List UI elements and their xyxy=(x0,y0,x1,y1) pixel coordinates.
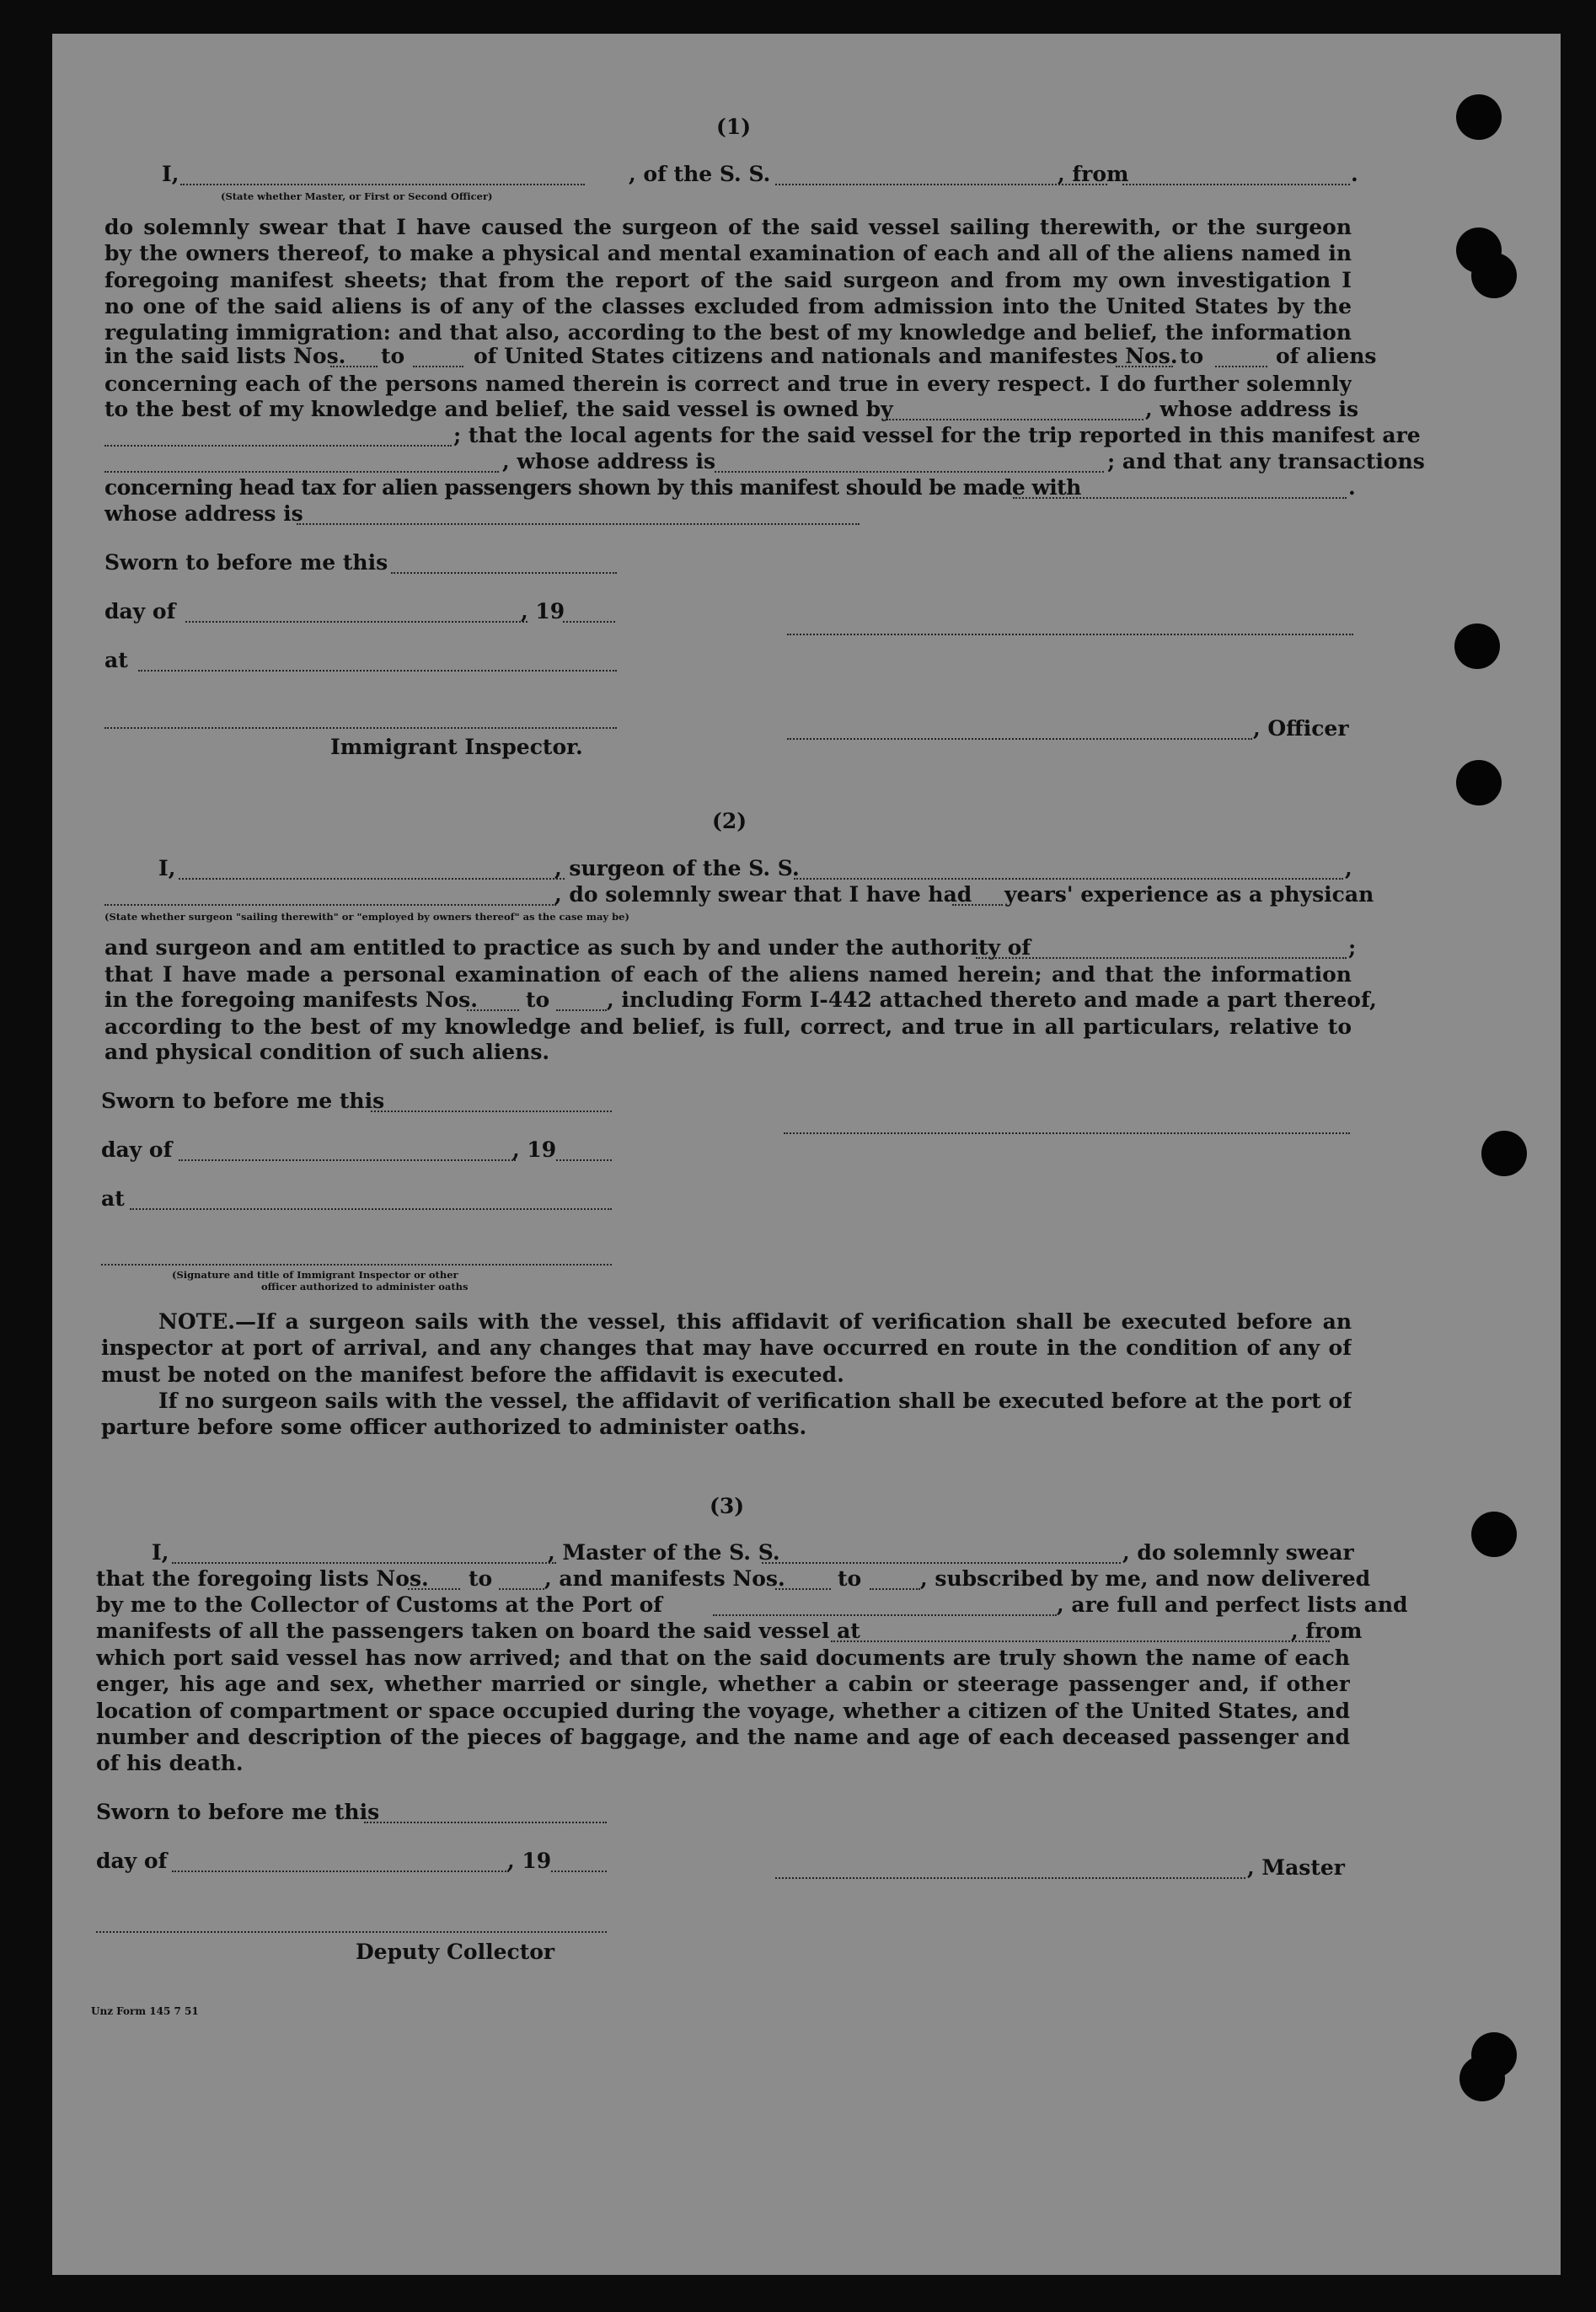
s3-lists-perfect-label: , are full and perfect lists and xyxy=(1057,1592,1408,1617)
s3-from-label: , from xyxy=(1291,1619,1363,1643)
s1-officer-note: (State whether Master, or First or Second Officer) xyxy=(221,190,493,202)
s2-manifests-to-field[interactable] xyxy=(556,1009,607,1011)
s3-line: location of compartment or space occupied during the voyage, whether a citizen of the United States, and xyxy=(96,1698,1350,1723)
s3-day-of-field[interactable] xyxy=(172,1870,509,1872)
s2-sailing-note: (State whether surgeon "sailing therewith" or "employed by owners thereof" as the case may be) xyxy=(104,911,629,923)
s1-lists-label: in the said lists Nos. xyxy=(104,344,346,368)
s2-year-field[interactable] xyxy=(556,1159,612,1161)
s1-line: do solemnly swear that I have caused the surgeon of the said vessel sailing therewith, or the surgeon xyxy=(104,215,1352,239)
s1-officer-name-field[interactable] xyxy=(180,184,585,185)
s1-headtax-address-field[interactable] xyxy=(297,523,860,525)
s1-sworn-label: Sworn to before me this xyxy=(104,550,388,575)
s1-from-label: , from xyxy=(1058,162,1129,186)
s1-agents-address-label: , whose address is xyxy=(502,449,716,474)
s3-line: of his death. xyxy=(96,1751,244,1776)
s1-line: foregoing manifest sheets; that from the report of the said surgeon and from my own investigation I xyxy=(104,267,1352,292)
s1-year-label: , 19 xyxy=(521,599,565,623)
s3-i-label: I, xyxy=(152,1540,169,1565)
s2-line7: and physical condition of such aliens. xyxy=(104,1040,550,1064)
s1-officer-signature-field[interactable] xyxy=(787,634,1353,635)
section-3-number: (3) xyxy=(710,1494,745,1518)
s3-master-name-field[interactable] xyxy=(172,1562,556,1564)
s2-at-field[interactable] xyxy=(130,1208,612,1210)
s3-line: number and description of the pieces of baggage, and the name and age of each deceased passenger and xyxy=(96,1724,1350,1749)
s1-to-label: to xyxy=(381,344,405,368)
s1-owner-address-label: , whose address is xyxy=(1145,397,1359,421)
s3-sworn-label: Sworn to before me this xyxy=(96,1800,380,1824)
s3-manifests-to-field[interactable] xyxy=(870,1588,920,1590)
s3-vessel-field[interactable] xyxy=(762,1562,1121,1564)
s2-line: that I have made a personal examination of each of the aliens named herein; and that the information xyxy=(104,962,1352,987)
s1-owned-label: to the best of my knowledge and belief, the said vessel is owned by xyxy=(104,397,893,421)
s1-whose-address-label: whose address is xyxy=(104,501,303,526)
s3-line: which port said vessel has now arrived; and that on the said documents are truly shown the name of each xyxy=(96,1646,1350,1670)
s1-day-of-label: day of xyxy=(104,599,176,623)
s2-inspector-signature-field[interactable] xyxy=(101,1264,612,1266)
s1-line1-end: . xyxy=(1351,162,1358,186)
s3-collector-signature-field[interactable] xyxy=(96,1931,607,1933)
s2-signature-note: officer authorized to administer oaths xyxy=(261,1281,469,1292)
s2-sailing-field[interactable] xyxy=(104,904,556,906)
s2-form-label: , including Form I-442 attached thereto and made a part thereof, xyxy=(607,987,1377,1012)
s2-line4 xyxy=(104,961,1352,987)
s1-owner-address-field[interactable] xyxy=(104,445,452,447)
s3-sworn-date-field[interactable] xyxy=(364,1822,607,1823)
s2-note-line: must be noted on the manifest before the affidavit is executed. xyxy=(101,1362,844,1387)
s2-year-label: , 19 xyxy=(512,1137,557,1162)
s3-lists-label: that the foregoing lists Nos. xyxy=(96,1566,429,1591)
s2-line6 xyxy=(104,1014,1352,1040)
s2-note-line: parture before some officer authorized to administer oaths. xyxy=(101,1415,807,1440)
s3-oath-paragraph xyxy=(96,1645,1350,1776)
s3-manifests-from-field[interactable] xyxy=(775,1588,831,1590)
form-number: Unz Form 145 7 51 xyxy=(91,2005,199,2017)
s2-surgeon-name-field[interactable] xyxy=(179,878,565,880)
s2-authority-field[interactable] xyxy=(976,957,1347,959)
s2-at-label: at xyxy=(101,1186,125,1211)
s1-to2-label: to xyxy=(1180,344,1204,368)
binder-hole xyxy=(1471,253,1517,298)
s1-agents-label: ; that the local agents for the said vessel for the trip reported in this manifest are xyxy=(453,423,1421,447)
s3-year-field[interactable] xyxy=(551,1870,607,1872)
s2-to-label: to xyxy=(526,987,550,1012)
s2-line3-end: ; xyxy=(1348,935,1357,960)
form-page xyxy=(52,34,1561,2275)
binder-hole xyxy=(1471,1512,1517,1557)
s3-swear-label: , do solemnly swear xyxy=(1122,1540,1354,1565)
s2-day-of-label: day of xyxy=(101,1137,173,1162)
s1-oath-paragraph xyxy=(104,214,1352,345)
s1-agents-field[interactable] xyxy=(104,471,499,473)
s1-headtax-field[interactable] xyxy=(1013,497,1347,499)
s3-departure-port-field[interactable] xyxy=(831,1640,1330,1642)
s2-swear-label: , do solemnly swear that I have had xyxy=(554,882,972,907)
s3-lists-from-field[interactable] xyxy=(408,1588,460,1590)
binder-hole xyxy=(1481,1131,1527,1176)
s1-lists-from-field[interactable] xyxy=(330,366,378,367)
s1-line: concerning each of the persons named therein is correct and true in every respect. I do further solemnly xyxy=(104,372,1352,396)
s2-line: according to the best of my knowledge and belief, is full, correct, and true in all particulars, relative to xyxy=(104,1014,1352,1039)
s1-agents-address-field[interactable] xyxy=(715,471,1104,473)
binder-hole xyxy=(1459,2056,1505,2101)
s2-note-line: inspector at port of arrival, and any changes that may have occurred en route in the condition of any of xyxy=(101,1335,1352,1361)
s1-manifests-to-field[interactable] xyxy=(1215,366,1267,367)
s2-manifests-from-field[interactable] xyxy=(467,1009,519,1011)
s1-day-of-field[interactable] xyxy=(185,621,528,623)
s1-owner-field[interactable] xyxy=(886,419,1143,420)
s2-signature-note: (Signature and title of Immigrant Inspector or other xyxy=(172,1269,458,1281)
s2-i-label: I, xyxy=(158,856,176,880)
s2-surgeon-signature-field[interactable] xyxy=(784,1132,1350,1134)
section-1-number: (1) xyxy=(716,115,752,139)
s3-port-field[interactable] xyxy=(713,1614,1057,1616)
s1-sworn-date-field[interactable] xyxy=(391,572,617,574)
s3-line: enger, his age and sex, whether married or single, whether a cabin or steerage passenger and, if other xyxy=(96,1672,1350,1697)
s1-manifests-label: of United States citizens and nationals and manifestes Nos. xyxy=(474,344,1178,368)
s1-manifests-from-field[interactable] xyxy=(1116,366,1173,367)
s1-aliens-label: of aliens xyxy=(1276,344,1377,368)
s1-officer-title-field[interactable] xyxy=(787,738,1252,740)
s3-subscribed-label: , subscribed by me, and now delivered xyxy=(920,1566,1371,1591)
s2-years-field[interactable] xyxy=(952,904,1003,906)
s3-master-signature-field[interactable] xyxy=(775,1877,1245,1879)
s3-to-label: to xyxy=(469,1566,493,1591)
s2-manifests-label: in the foregoing manifests Nos. xyxy=(104,987,478,1012)
s1-line: regulating immigration: and that also, according to the best of my knowledge and belief, the information xyxy=(104,320,1352,345)
s3-day-of-label: day of xyxy=(96,1849,168,1873)
s3-port-label: by me to the Collector of Customs at the Port of xyxy=(96,1592,662,1617)
binder-hole xyxy=(1456,760,1502,805)
binder-hole xyxy=(1454,623,1500,669)
s2-sworn-date-field[interactable] xyxy=(371,1111,612,1112)
s2-day-of-field[interactable] xyxy=(179,1159,516,1161)
s3-master-sig-label: , Master xyxy=(1247,1855,1345,1880)
s1-transactions-label: ; and that any transactions xyxy=(1107,449,1425,474)
s2-line1-end: , xyxy=(1345,856,1352,880)
s2-surgeon-label: , surgeon of the S. S. xyxy=(554,856,800,880)
s2-authority-label: and surgeon and am entitled to practice as such by and under the authority of xyxy=(104,935,1031,960)
s2-note-line: NOTE.—If a surgeon sails with the vessel, this affidavit of verification shall be executed before an xyxy=(158,1309,1352,1334)
s1-i-label: I, xyxy=(162,162,179,186)
s2-note-block xyxy=(101,1309,1352,1440)
binder-hole xyxy=(1456,94,1502,140)
s1-line: no one of the said aliens is of any of the classes excluded from admission into the United States by the xyxy=(104,293,1352,318)
s2-note-line: If no surgeon sails with the vessel, the affidavit of verification shall be executed before at the port of xyxy=(158,1388,1352,1413)
s1-line: by the owners thereof, to make a physical and mental examination of each and all of the aliens named in xyxy=(104,241,1352,266)
s1-headtax-label: concerning head tax for alien passengers shown by this manifest should be made with xyxy=(104,475,1081,500)
s1-inspector-label: Immigrant Inspector. xyxy=(330,735,583,759)
s1-of-ss-label: , of the S. S. xyxy=(629,162,771,186)
s2-experience-label: years' experience as a physican xyxy=(1004,882,1374,907)
section-2-number: (2) xyxy=(712,809,747,833)
s1-line12-end: . xyxy=(1348,475,1356,500)
s2-sworn-label: Sworn to before me this xyxy=(101,1089,385,1113)
s3-deputy-label: Deputy Collector xyxy=(356,1940,555,1964)
s2-vessel-field[interactable] xyxy=(794,878,1343,880)
s3-lists-to-field[interactable] xyxy=(499,1588,544,1590)
s3-year-label: , 19 xyxy=(507,1849,552,1873)
s1-inspector-signature-field[interactable] xyxy=(104,727,617,729)
s3-to2-label: to xyxy=(838,1566,862,1591)
s1-officer-label: , Officer xyxy=(1253,716,1349,741)
s1-year-field[interactable] xyxy=(563,621,615,623)
s3-taken-label: manifests of all the passengers taken on board the said vessel at xyxy=(96,1619,860,1643)
s3-master-label: , Master of the S. S. xyxy=(548,1540,780,1565)
s1-at-field[interactable] xyxy=(138,670,617,672)
s1-at-label: at xyxy=(104,648,128,672)
s3-manifests-label: , and manifests Nos. xyxy=(544,1566,785,1591)
s1-from-field[interactable] xyxy=(1122,184,1350,185)
s1-line8 xyxy=(104,371,1352,397)
s1-lists-to-field[interactable] xyxy=(413,366,463,367)
